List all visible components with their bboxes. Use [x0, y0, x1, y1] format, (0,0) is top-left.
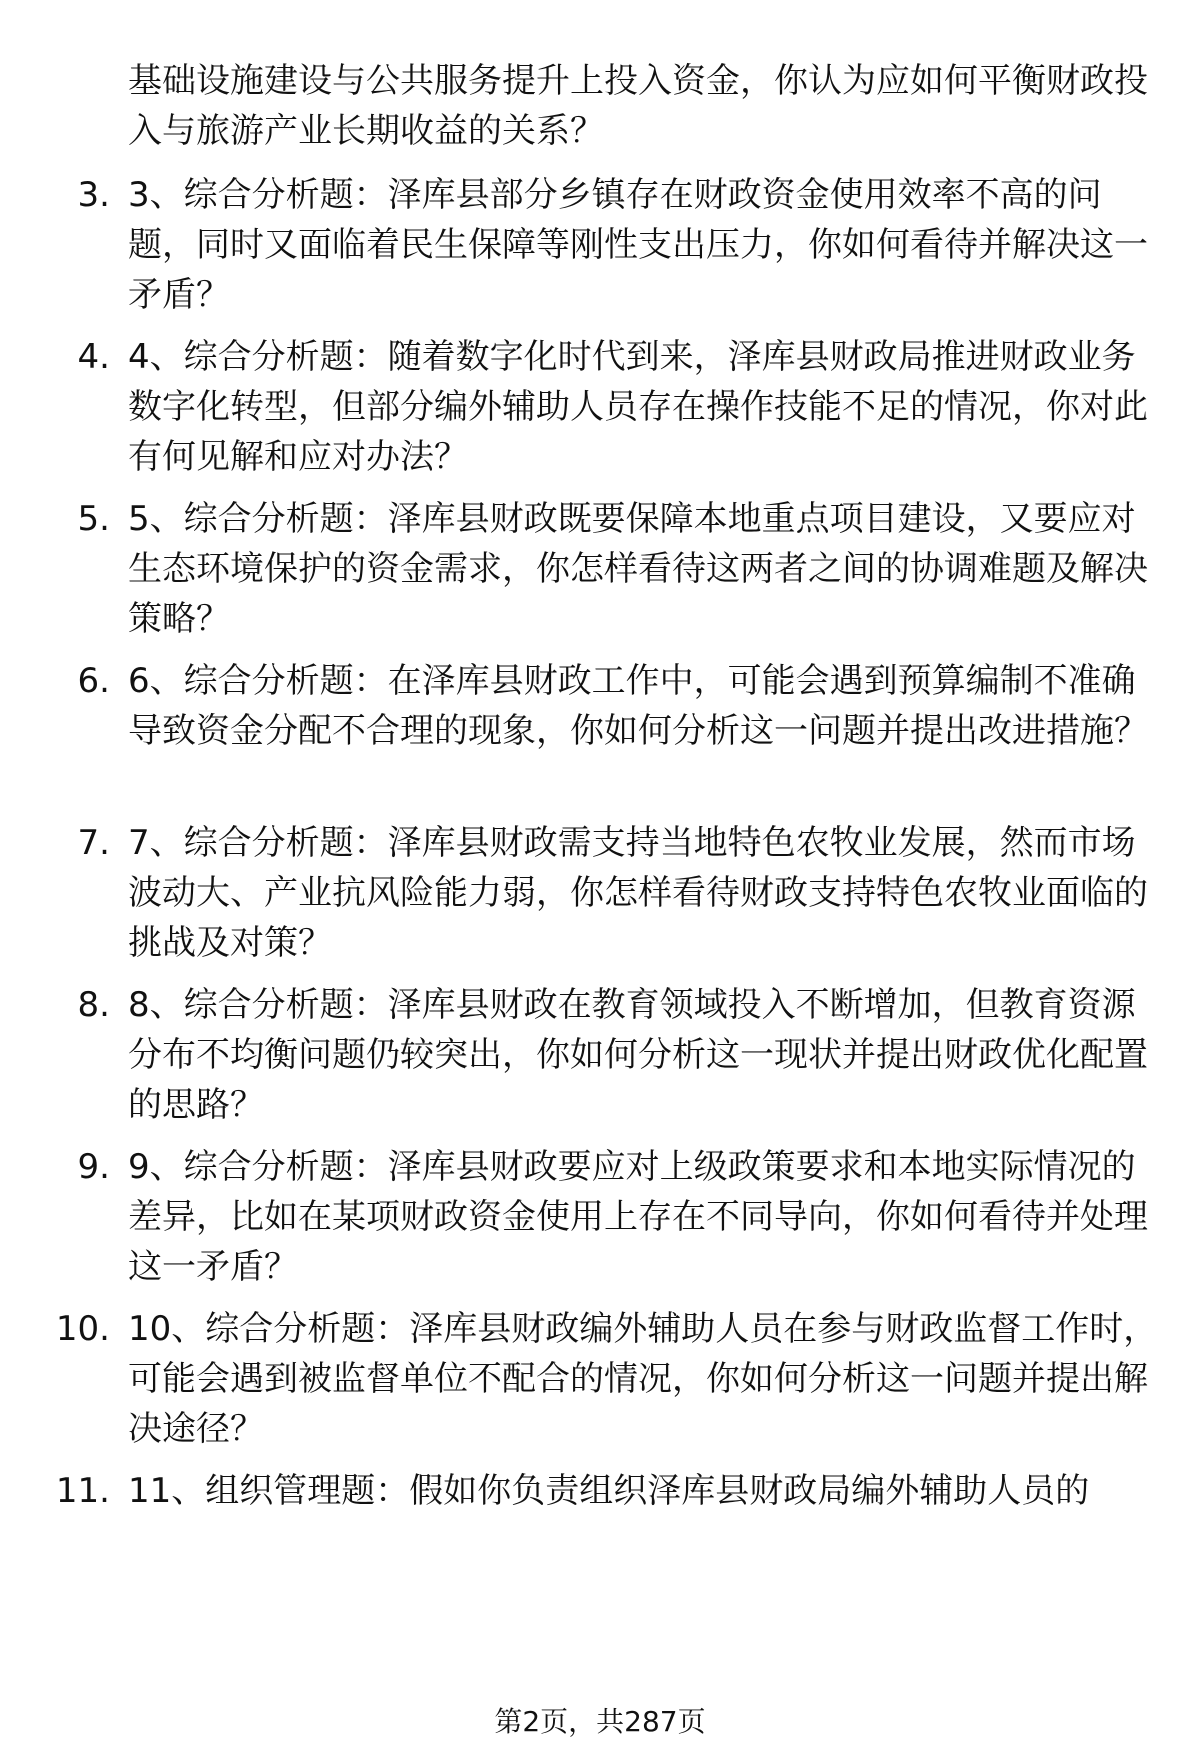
list-item-number: 6. — [77, 661, 110, 701]
list-item-number: 10. — [55, 1309, 110, 1349]
page-footer: 第2页，共287页 — [494, 1705, 706, 1738]
list-item-text: 11、组织管理题：假如你负责组织泽库县财政局编外辅助人员的 — [128, 1471, 1090, 1511]
list-item-number: 3. — [77, 175, 110, 215]
list-item-text: 3、综合分析题：泽库县部分乡镇存在财政资金使用效率不高的问题，同时又面临着民生保障等刚性支出压力，你如何看待并解决这一矛盾？ — [128, 175, 1148, 315]
list-item-number: 8. — [77, 985, 110, 1025]
list-item-text: 6、综合分析题：在泽库县财政工作中，可能会遇到预算编制不准确导致资金分配不合理的现象，你如何分析这一问题并提出改进措施？ — [128, 661, 1148, 751]
list-item-text: 7、综合分析题：泽库县财政需支持当地特色农牧业发展，然而市场波动大、产业抗风险能力弱，你怎样看待财政支持特色农牧业面临的挑战及对策？ — [128, 823, 1148, 963]
list-item-text: 10、综合分析题：泽库县财政编外辅助人员在参与财政监督工作时，可能会遇到被监督单位不配合的情况，你如何分析这一问题并提出解决途径？ — [128, 1309, 1158, 1449]
list-item-text: 8、综合分析题：泽库县财政在教育领域投入不断增加，但教育资源分布不均衡问题仍较突出，你如何分析这一现状并提出财政优化配置的思路？ — [128, 985, 1148, 1125]
list-item-number: 9. — [77, 1147, 110, 1187]
list-item-number: 4. — [77, 337, 110, 377]
list-item-text: 4、综合分析题：随着数字化时代到来，泽库县财政局推进财政业务数字化转型，但部分编外辅助人员存在操作技能不足的情况，你对此有何见解和应对办法？ — [128, 337, 1148, 477]
list-item-number: 11. — [55, 1471, 110, 1511]
continuation-paragraph: 基础设施建设与公共服务提升上投入资金，你认为应如何平衡财政投入与旅游产业长期收益的关系？ — [128, 61, 1148, 151]
list-item-text: 9、综合分析题：泽库县财政要应对上级政策要求和本地实际情况的差异，比如在某项财政资金使用上存在不同导向，你如何看待并处理这一矛盾？ — [128, 1147, 1148, 1287]
list-item-number: 7. — [77, 823, 110, 863]
list-item-number: 5. — [77, 499, 110, 539]
list-item-text: 5、综合分析题：泽库县财政既要保障本地重点项目建设，又要应对生态环境保护的资金需求，你怎样看待这两者之间的协调难题及解决策略？ — [128, 499, 1148, 639]
